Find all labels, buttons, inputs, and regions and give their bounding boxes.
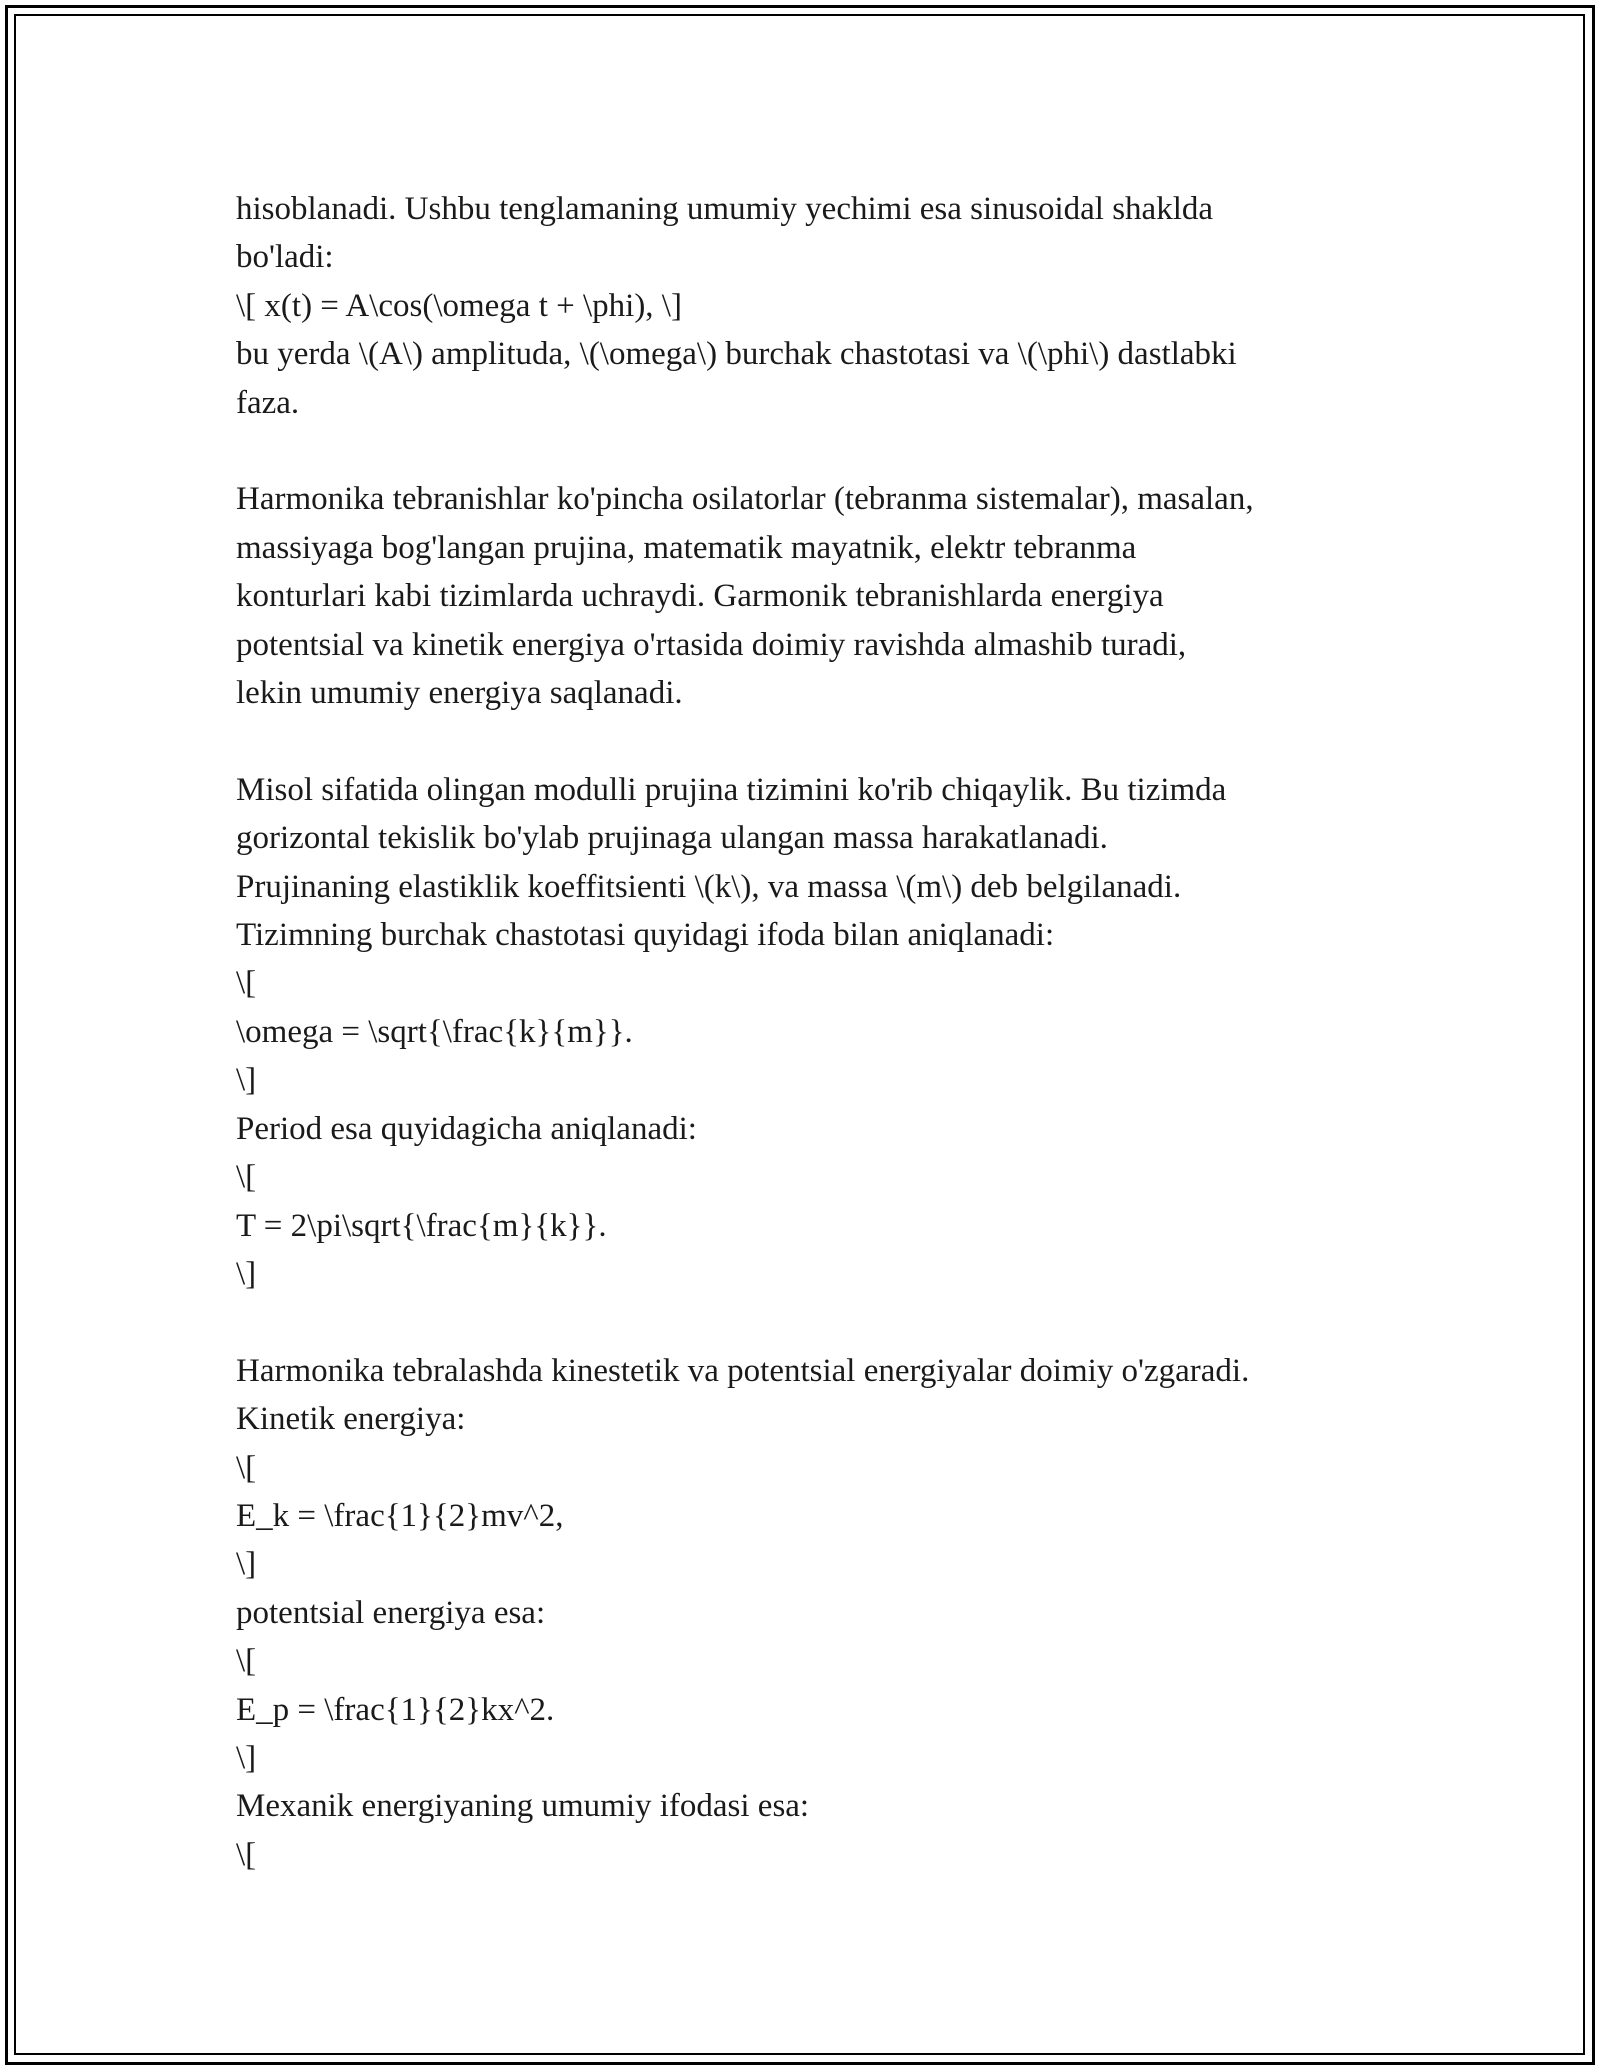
text-line: Harmonika tebralashda kinestetik va potentsial energiyalar doimiy o'zgaradi. bbox=[236, 1352, 1250, 1389]
text-line: lekin umumiy energiya saqlanadi. bbox=[236, 675, 683, 712]
document-body bbox=[236, 185, 1396, 1879]
text-line: gorizontal tekislik bo'ylab prujinaga ulangan massa harakatlanadi. bbox=[236, 820, 1108, 857]
formula-line: T = 2\pi\sqrt{\frac{m}{k}}. bbox=[236, 1207, 607, 1244]
blank-line bbox=[236, 717, 1396, 765]
formula-line: \] bbox=[236, 1062, 257, 1099]
text-line: Kinetik energiya: bbox=[236, 1401, 466, 1438]
formula-line: \[ bbox=[236, 1159, 257, 1196]
text-line: massiyaga bog'langan prujina, matematik mayatnik, elektr tebranma bbox=[236, 529, 1137, 566]
text-line: Harmonika tebranishlar ko'pincha osilatorlar (tebranma sistemalar), masalan, bbox=[236, 481, 1254, 518]
text-line: hisoblanadi. Ushbu tenglamaning umumiy yechimi esa sinusoidal shaklda bbox=[236, 191, 1214, 227]
formula-line: \omega = \sqrt{\frac{k}{m}}. bbox=[236, 1013, 633, 1050]
text-line: Tizimning burchak chastotasi quyidagi ifoda bilan aniqlanadi: bbox=[236, 917, 1055, 954]
formula-line: \[ bbox=[236, 1643, 257, 1680]
text-line: bo'ladi: bbox=[236, 239, 334, 276]
blank-line bbox=[236, 427, 1396, 475]
formula-line: \] bbox=[236, 1546, 257, 1583]
formula-line: \[ x(t) = A\cos(\omega t + \phi), \] bbox=[236, 287, 682, 324]
formula-line: \] bbox=[236, 1739, 257, 1776]
text-line: konturlari kabi tizimlarda uchraydi. Garmonik tebranishlarda energiya bbox=[236, 578, 1164, 615]
text-line: potentsial energiya esa: bbox=[236, 1594, 546, 1631]
formula-line: \[ bbox=[236, 1836, 257, 1873]
text-line: potentsial va kinetik energiya o'rtasida doimiy ravishda almashib turadi, bbox=[236, 626, 1187, 663]
text-line: bu yerda \(A\) amplituda, \(\omega\) burchak chastotasi va \(\phi\) dastlabki bbox=[236, 336, 1237, 373]
formula-line: \[ bbox=[236, 1449, 257, 1486]
blank-line bbox=[236, 1298, 1396, 1346]
text-line: Prujinaning elastiklik koeffitsienti \(k\), va massa \(m\) deb belgilanadi. bbox=[236, 868, 1182, 905]
text-line: Mexanik energiyaning umumiy ifodasi esa: bbox=[236, 1788, 810, 1825]
text-line: Misol sifatida olingan modulli prujina tizimini ko'rib chiqaylik. Bu tizimda bbox=[236, 771, 1227, 808]
formula-line: \[ bbox=[236, 965, 257, 1002]
formula-line: E_k = \frac{1}{2}mv^2, bbox=[236, 1497, 564, 1534]
text-line: faza. bbox=[236, 384, 300, 421]
formula-line: \] bbox=[236, 1255, 257, 1292]
formula-line: E_p = \frac{1}{2}kx^2. bbox=[236, 1691, 555, 1728]
text-line: Period esa quyidagicha aniqlanadi: bbox=[236, 1110, 697, 1147]
